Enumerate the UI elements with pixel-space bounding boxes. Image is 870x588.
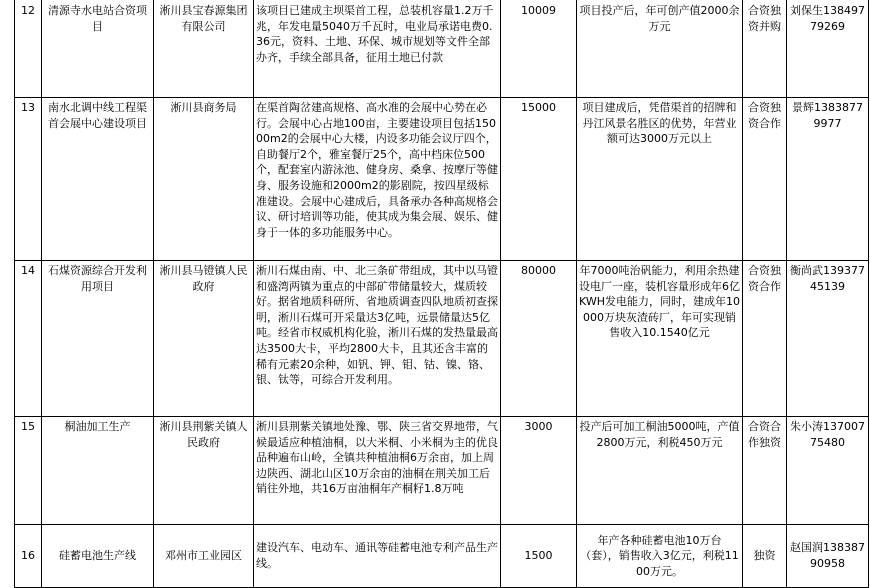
project-benefit: 年产各种硅蓄电池10万台（套），销售收入3亿元，利税1100万元。: [577, 525, 743, 588]
project-investment: 80000: [501, 261, 577, 417]
cooperation-mode: 合资独资并购: [743, 0, 787, 98]
project-content: 建设汽车、电动车、通讯等硅蓄电池专利产品生产线。: [254, 525, 501, 588]
project-benefit: 年7000吨治矾能力，利用余热建设电厂一座，装机容量形成年6亿KWH发电能力，同时，建成年10000万块灰渣砖厂，年可实现销售收入10.1540亿元: [577, 261, 743, 417]
table-row: [15, 261, 869, 417]
project-contact: 景辉13838779977: [787, 98, 869, 261]
table-row: [15, 98, 869, 261]
row-number: 13: [15, 98, 42, 261]
cooperation-mode: 合资独资合作: [743, 98, 787, 261]
cooperation-mode: 合资独资合作: [743, 261, 787, 417]
project-content: 在渠首陶岔建高规格、高水准的会展中心势在必行。会展中心占地100亩，主要建设项目包括15000m2的会展中心大楼，内设多功能会议厅四个，自助餐厅2个，雅室餐厅25个，高中档床位500个，配套室内游泳池、健身房、桑拿、按摩厅等健身、服务设施和2000m2的影剧院，按四星级标准建设。会展中心建成后，具备承办各种高规格会议、研讨培训等功能，使其成为集会展、娱乐、健身于一体的多功能服务中心。: [254, 98, 501, 261]
project-contact: 衡尚武13937745139: [787, 261, 869, 417]
project-contact: 朱小涛13700775480: [787, 417, 869, 525]
row-number: 12: [15, 0, 42, 98]
cooperation-mode: 独资: [743, 525, 787, 588]
project-name: 石煤资源综合开发利用项目: [42, 261, 154, 417]
row-number: 14: [15, 261, 42, 417]
project-unit: 淅川县商务局: [154, 98, 254, 261]
project-table: [14, 0, 869, 588]
row-number: 15: [15, 417, 42, 525]
project-unit: 淅川县宝春源集团有限公司: [154, 0, 254, 98]
table-row: [15, 525, 869, 588]
project-name: 清源寺水电站合资项目: [42, 0, 154, 98]
project-content: 该项目已建成主坝渠首工程，总装机容量1.2万千兆，年发电量5040万千瓦时，电业局承诺电费0.36元，资料、土地、环保、城市规划等文件全部办齐，手续全部具备，征用土地已付款: [254, 0, 501, 98]
project-investment: 10009: [501, 0, 577, 98]
project-benefit: 投产后可加工桐油5000吨，产值2800万元，利税450万元: [577, 417, 743, 525]
project-unit: 淅川县马镫镇人民政府: [154, 261, 254, 417]
row-number: 16: [15, 525, 42, 588]
project-content: 淅川县荆紫关镇地处豫、鄂、陕三省交界地带，气候最适应种植油桐，以大米桐、小米桐为主的优良品种遍布山岭，全镇共种植油桐6万余亩，加上周边陕西、湖北山区10万余亩的油桐在荆关加工后销往外地，共16万亩油桐年产桐籽1.8万吨: [254, 417, 501, 525]
project-content: 淅川石煤由南、中、北三条矿带组成，其中以马镫和盛湾两镇为重点的中部矿带储量较大，煤质较好。据省地质科研所、省地质调查四队地质初查探明，淅川石煤可开采量达3亿吨，远景储量达5亿吨。经省市权威机构化验，淅川石煤的发热量最高达3500大卡，平均2800大卡，且其还含丰富的稀有元素20余种，如钒、钾、钼、钴、镍、铬、银、钛等，可综合开发利用。: [254, 261, 501, 417]
project-unit: 邓州市工业园区: [154, 525, 254, 588]
project-name: 南水北调中线工程渠首会展中心建设项目: [42, 98, 154, 261]
project-name: 桐油加工生产: [42, 417, 154, 525]
table-row: [15, 417, 869, 525]
project-unit: 淅川县荆紫关镇人民政府: [154, 417, 254, 525]
project-investment: 3000: [501, 417, 577, 525]
cooperation-mode: 合资合作独资: [743, 417, 787, 525]
project-contact: 刘保生13849779269: [787, 0, 869, 98]
project-investment: 15000: [501, 98, 577, 261]
project-benefit: 项目建成后，凭借渠首的招牌和丹江风景名胜区的优势，年营业额可达3000万元以上: [577, 98, 743, 261]
project-investment: 1500: [501, 525, 577, 588]
table-row: [15, 0, 869, 98]
project-contact: 赵国润13838790958: [787, 525, 869, 588]
project-benefit: 项目投产后，年可创产值2000余万元: [577, 0, 743, 98]
project-name: 硅蓄电池生产线: [42, 525, 154, 588]
